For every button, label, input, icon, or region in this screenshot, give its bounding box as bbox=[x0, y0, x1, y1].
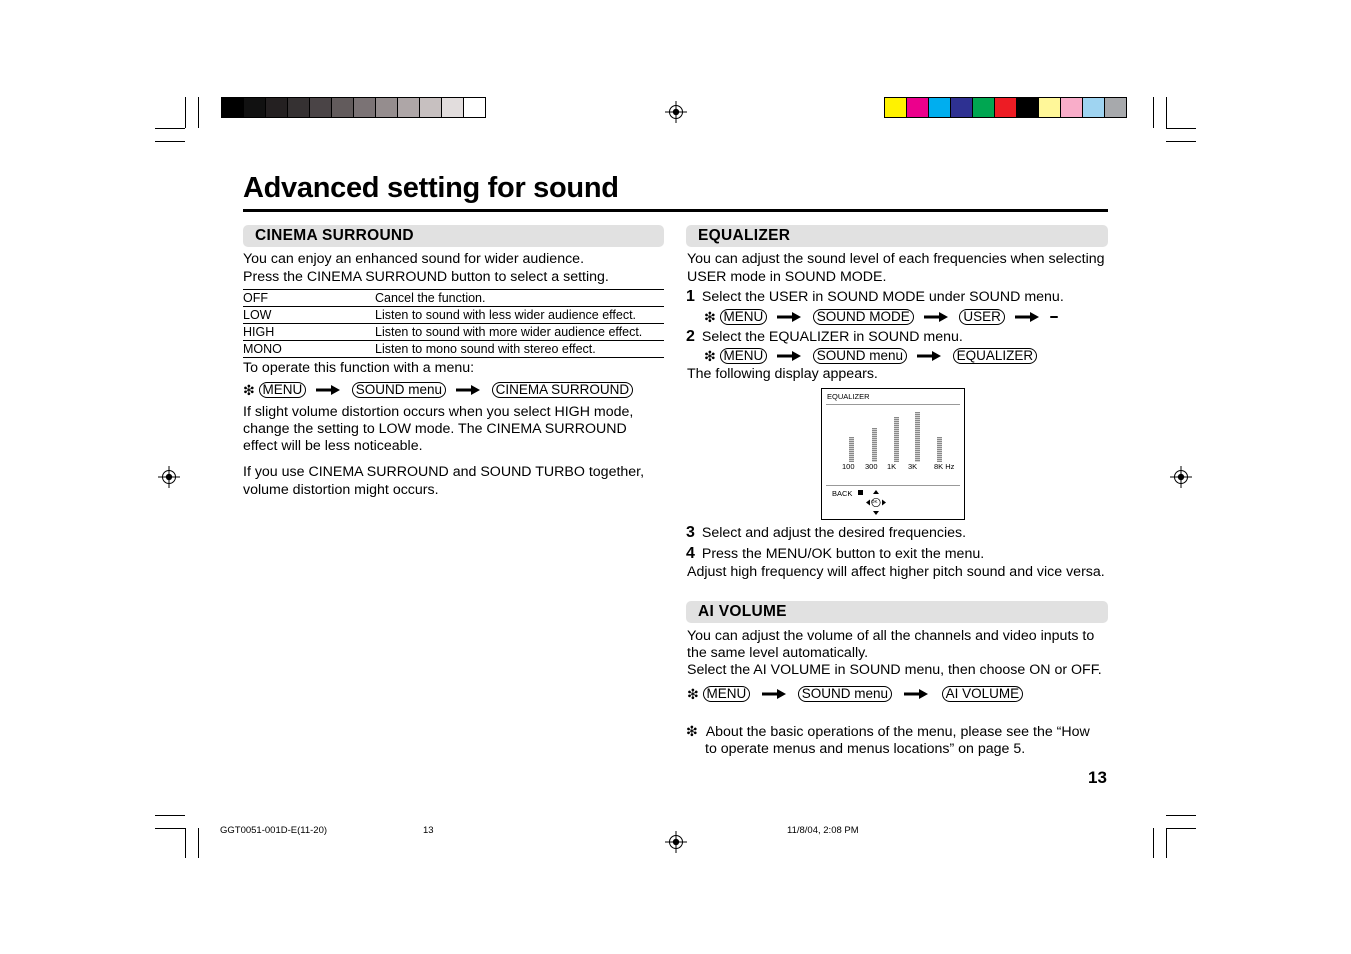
menu-key bbox=[1050, 316, 1058, 318]
step-2-menu-path bbox=[704, 347, 1037, 364]
setting-description: Listen to sound with less wider audience effect. bbox=[375, 307, 664, 324]
arrow-right-icon bbox=[316, 385, 340, 395]
equalizer-band-bar bbox=[872, 428, 877, 462]
turbo-note: If you use CINEMA SURROUND and SOUND TURBO together, bbox=[243, 464, 645, 480]
distortion-note: change the setting to LOW mode. The CINEMA SURROUND bbox=[243, 421, 627, 437]
cinema-menu-path bbox=[243, 381, 633, 398]
snowflake-icon: ❇ bbox=[243, 381, 255, 398]
display-note: The following display appears. bbox=[687, 366, 878, 382]
menu-key: MENU bbox=[720, 348, 768, 364]
equalizer-osd-screen bbox=[821, 388, 965, 520]
page-number: 13 bbox=[1088, 768, 1107, 787]
equalizer-band-label: 3K bbox=[908, 462, 918, 471]
color-swatch bbox=[972, 97, 995, 118]
equalizer-band-label: 1K bbox=[887, 462, 897, 471]
step-2 bbox=[686, 328, 963, 347]
operate-instruction: To operate this function with a menu: bbox=[243, 360, 475, 376]
equalizer-intro-line: USER mode in SOUND MODE. bbox=[687, 269, 887, 285]
distortion-note: effect will be less noticeable. bbox=[243, 438, 423, 454]
snowflake-icon: ❇ bbox=[687, 685, 699, 702]
footnote-text: to operate menus and menus locations” on page 5. bbox=[705, 741, 1026, 757]
menu-key: SOUND menu bbox=[813, 348, 907, 364]
color-swatch bbox=[265, 97, 288, 118]
stop-square-icon bbox=[858, 490, 863, 495]
registration-mark-icon bbox=[158, 466, 180, 488]
equalizer-outro: Adjust high frequency will affect higher pitch sound and vice versa. bbox=[687, 564, 1105, 580]
step-number: 3 bbox=[686, 524, 695, 541]
osd-divider bbox=[826, 404, 960, 405]
menu-key: EQUALIZER bbox=[953, 348, 1038, 364]
step-1-menu-path bbox=[704, 308, 1058, 325]
menu-key: MENU bbox=[259, 382, 307, 398]
arrow-right-icon bbox=[917, 351, 941, 361]
step-1 bbox=[686, 288, 1064, 307]
setting-description: Listen to mono sound with stereo effect. bbox=[375, 341, 664, 358]
color-swatch bbox=[1016, 97, 1039, 118]
title-rule bbox=[243, 209, 1108, 212]
step-text: Select the EQUALIZER in SOUND menu. bbox=[701, 329, 963, 345]
color-swatch bbox=[1038, 97, 1061, 118]
arrow-right-icon bbox=[777, 312, 801, 322]
snowflake-icon: ❇ bbox=[704, 347, 716, 364]
color-swatch bbox=[353, 97, 376, 118]
step-text: Select the USER in SOUND MODE under SOUND menu. bbox=[701, 289, 1064, 305]
equalizer-band-label: 100 bbox=[842, 462, 855, 471]
setting-description: Listen to sound with more wider audience effect. bbox=[375, 324, 664, 341]
ai-volume-text: You can adjust the volume of all the channels and video inputs to bbox=[687, 628, 1095, 644]
color-swatch bbox=[1082, 97, 1105, 118]
arrow-right-icon bbox=[924, 312, 948, 322]
snowflake-icon: ❇ bbox=[686, 723, 698, 739]
equalizer-band-bar bbox=[849, 437, 854, 462]
footer-job-id: GGT0051-001D-E(11-20) bbox=[220, 825, 328, 836]
setting-description: Cancel the function. bbox=[375, 290, 664, 307]
osd-title: EQUALIZER bbox=[827, 392, 870, 401]
color-swatch bbox=[309, 97, 332, 118]
menu-key: SOUND menu bbox=[798, 686, 892, 702]
color-swatch bbox=[1060, 97, 1083, 118]
ai-volume-text: Select the AI VOLUME in SOUND menu, then choose ON or OFF. bbox=[687, 662, 1102, 678]
footnote-text: About the basic operations of the menu, please see the “How bbox=[705, 724, 1090, 740]
snowflake-icon: ❇ bbox=[704, 308, 716, 325]
ok-button-label: OK bbox=[871, 499, 878, 504]
equalizer-band-bar bbox=[894, 417, 899, 462]
footnote bbox=[686, 723, 1090, 742]
setting-name: HIGH bbox=[243, 324, 375, 341]
ai-volume-menu-path bbox=[687, 685, 1023, 702]
distortion-note: If slight volume distortion occurs when you select HIGH mode, bbox=[243, 404, 634, 420]
equalizer-band-bar bbox=[915, 412, 920, 462]
registration-mark-icon bbox=[665, 831, 687, 853]
table-row bbox=[243, 290, 664, 307]
color-swatch bbox=[243, 97, 266, 118]
equalizer-band-label: 8K Hz bbox=[934, 462, 955, 471]
page-title: Advanced setting for sound bbox=[243, 172, 619, 204]
osd-back-label: BACK bbox=[832, 489, 853, 498]
arrow-right-icon bbox=[762, 689, 786, 699]
color-swatch bbox=[906, 97, 929, 118]
menu-key: SOUND menu bbox=[352, 382, 446, 398]
color-swatch bbox=[463, 97, 486, 118]
cinema-intro-line: Press the CINEMA SURROUND button to select a setting. bbox=[243, 269, 609, 285]
table-row bbox=[243, 324, 664, 341]
menu-key: USER bbox=[959, 309, 1005, 325]
turbo-note: volume distortion might occurs. bbox=[243, 482, 439, 498]
arrow-right-icon bbox=[1015, 312, 1039, 322]
menu-key: MENU bbox=[703, 686, 751, 702]
menu-key: MENU bbox=[720, 309, 768, 325]
arrow-right-icon bbox=[777, 351, 801, 361]
cinema-settings-table bbox=[243, 289, 664, 358]
registration-mark-icon bbox=[1170, 466, 1192, 488]
equalizer-band-bar bbox=[937, 437, 942, 462]
footer-timestamp: 11/8/04, 2:08 PM bbox=[787, 825, 859, 836]
color-swatch bbox=[397, 97, 420, 118]
step-number: 2 bbox=[686, 328, 695, 345]
arrow-right-icon bbox=[904, 689, 928, 699]
cinema-intro-line: You can enjoy an enhanced sound for wider audience. bbox=[243, 251, 585, 267]
setting-name: MONO bbox=[243, 341, 375, 358]
color-swatch bbox=[441, 97, 464, 118]
step-number: 4 bbox=[686, 545, 695, 562]
cinema-surround-heading: CINEMA SURROUND bbox=[243, 225, 664, 247]
equalizer-heading: EQUALIZER bbox=[686, 225, 1108, 247]
color-swatch bbox=[1104, 97, 1127, 118]
color-swatch bbox=[884, 97, 907, 118]
arrow-right-icon bbox=[456, 385, 480, 395]
osd-divider bbox=[826, 485, 960, 486]
color-swatch bbox=[331, 97, 354, 118]
table-row bbox=[243, 307, 664, 324]
registration-mark-icon bbox=[665, 101, 687, 123]
color-swatch bbox=[375, 97, 398, 118]
setting-name: OFF bbox=[243, 290, 375, 307]
ai-volume-text: the same level automatically. bbox=[687, 645, 869, 661]
setting-name: LOW bbox=[243, 307, 375, 324]
step-number: 1 bbox=[686, 288, 695, 305]
equalizer-band-label: 300 bbox=[865, 462, 878, 471]
menu-key: SOUND MODE bbox=[813, 309, 914, 325]
color-swatch bbox=[221, 97, 244, 118]
equalizer-intro-line: You can adjust the sound level of each frequencies when selecting bbox=[687, 251, 1105, 267]
step-4 bbox=[686, 545, 984, 564]
table-row bbox=[243, 341, 664, 358]
footer-page: 13 bbox=[423, 825, 434, 836]
color-swatch bbox=[994, 97, 1017, 118]
color-swatch bbox=[928, 97, 951, 118]
step-text: Press the MENU/OK button to exit the menu. bbox=[701, 546, 985, 562]
color-swatch bbox=[419, 97, 442, 118]
ai-volume-heading: AI VOLUME bbox=[686, 601, 1108, 623]
color-swatch bbox=[287, 97, 310, 118]
menu-key: AI VOLUME bbox=[942, 686, 1024, 702]
step-text: Select and adjust the desired frequencies. bbox=[701, 525, 967, 541]
color-swatch bbox=[950, 97, 973, 118]
step-3 bbox=[686, 524, 966, 543]
menu-key: CINEMA SURROUND bbox=[492, 382, 634, 398]
